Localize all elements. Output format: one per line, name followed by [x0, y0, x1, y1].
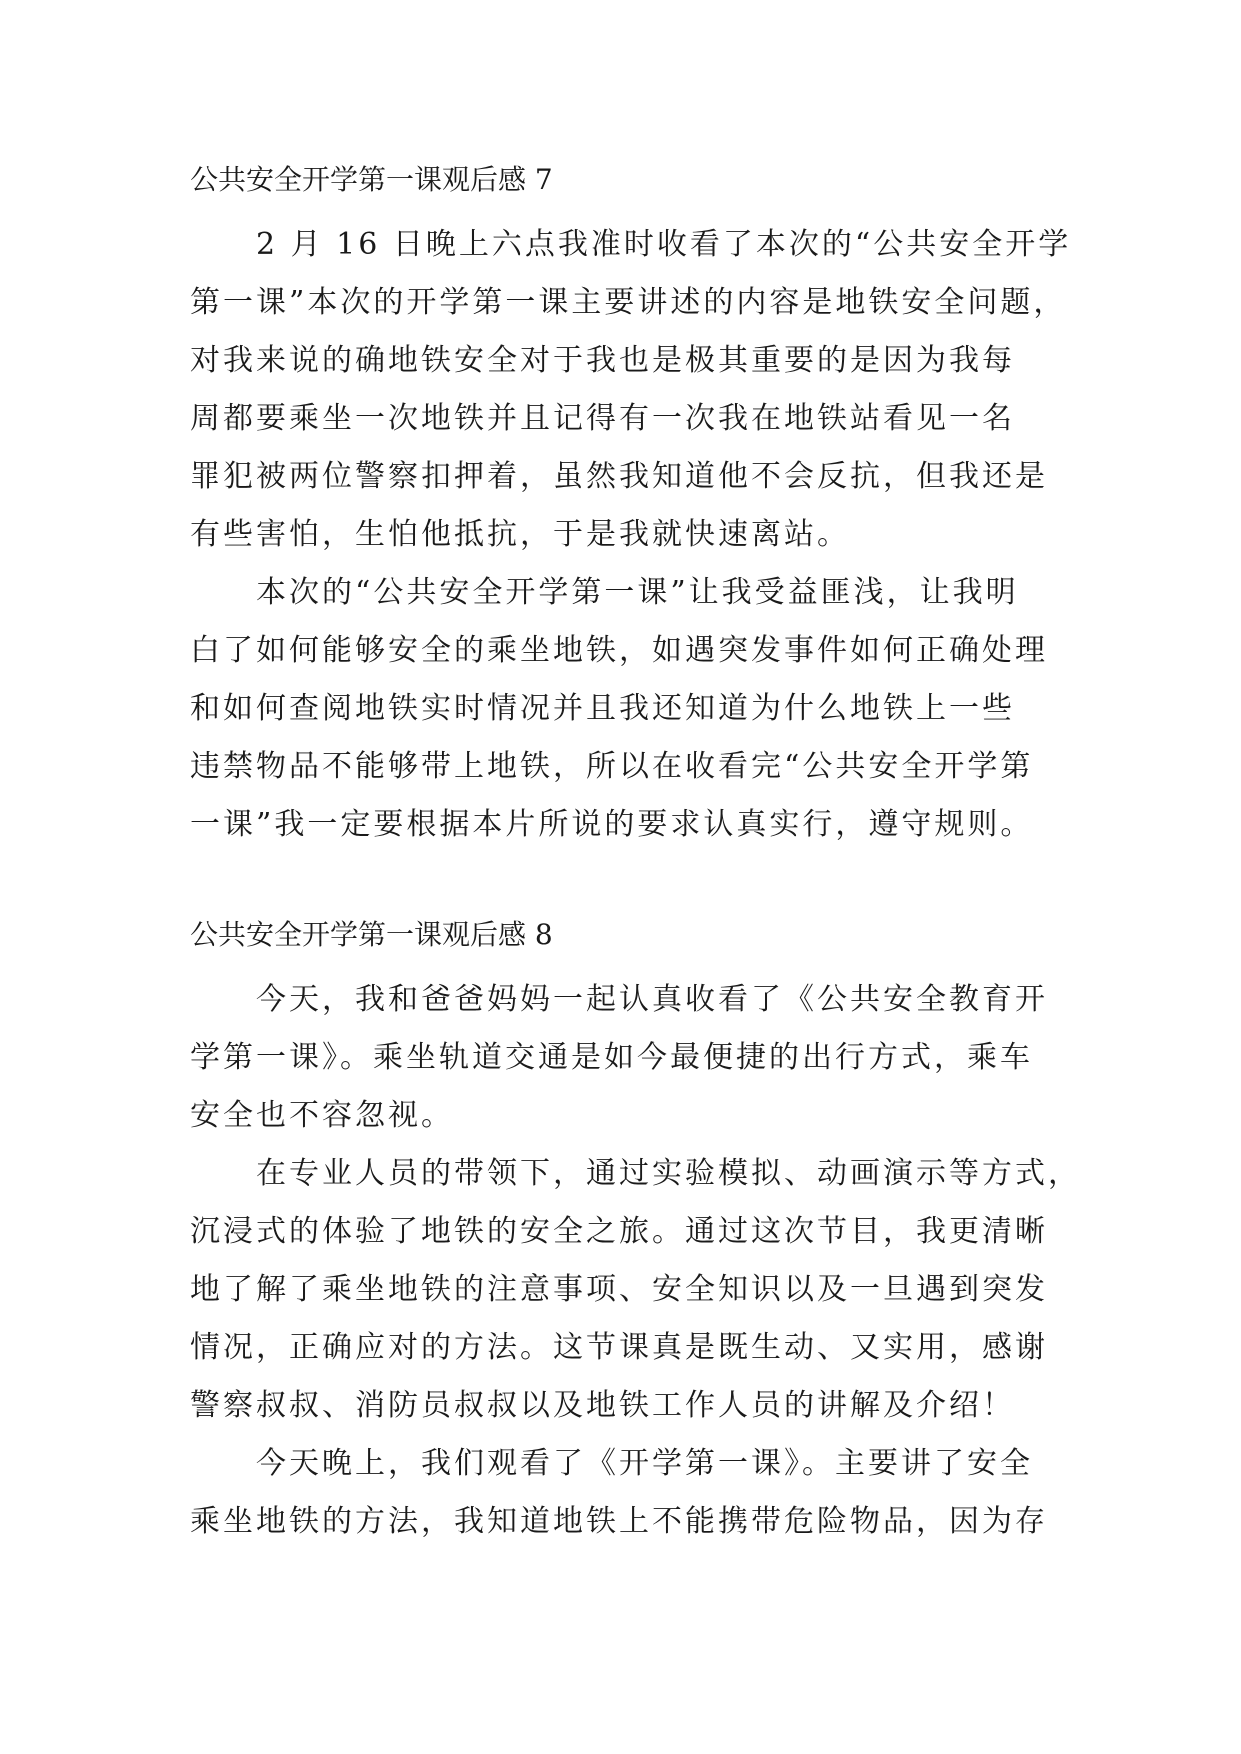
text-line: 一课”我一定要根据本片所说的要求认真实行，遵守规则。 [190, 807, 1034, 842]
text-line: 情况，正确应对的方法。这节课真是既生动、又实用，感谢 [190, 1330, 1048, 1365]
paragraph [190, 1435, 1090, 1551]
text-line: 本次的“公共安全开学第一课”让我受益匪浅，让我明 [256, 575, 1019, 610]
text-line: 有些害怕，生怕他抵抗，于是我就快速离站。 [190, 517, 850, 552]
text-line: 周都要乘坐一次地铁并且记得有一次我在地铁站看见一名 [190, 401, 1015, 436]
text-line: 安全也不容忽视。 [190, 1098, 454, 1133]
essay-section-7 [190, 160, 1090, 854]
text-line: 学第一课》。乘坐轨道交通是如今最便捷的出行方式，乘车 [190, 1040, 1033, 1075]
paragraph [190, 971, 1090, 1145]
text-line: 乘坐地铁的方法，我知道地铁上不能携带危险物品，因为存 [190, 1504, 1048, 1539]
text-line: 和如何查阅地铁实时情况并且我还知道为什么地铁上一些 [190, 691, 1015, 726]
text-line: 地了解了乘坐地铁的注意事项、安全知识以及一旦遇到突发 [190, 1272, 1048, 1307]
paragraph [190, 1145, 1090, 1435]
section-heading: 公共安全开学第一课观后感 8 [190, 918, 553, 951]
text-line: 沉浸式的体验了地铁的安全之旅。通过这次节目，我更清晰 [190, 1214, 1048, 1249]
text-line: 2 月 16 日晚上六点我准时收看了本次的“公共安全开学 [256, 227, 1072, 262]
text-line: 今天晚上，我们观看了《开学第一课》。主要讲了安全 [256, 1446, 1033, 1481]
text-line: 今天，我和爸爸妈妈一起认真收看了《公共安全教育开 [256, 982, 1048, 1017]
text-line: 警察叔叔、消防员叔叔以及地铁工作人员的讲解及介绍！ [190, 1388, 1015, 1423]
text-line: 罪犯被两位警察扣押着，虽然我知道他不会反抗，但我还是 [190, 459, 1048, 494]
text-line: 对我来说的确地铁安全对于我也是极其重要的是因为我每 [190, 343, 1015, 378]
text-line: 第一课”本次的开学第一课主要讲述的内容是地铁安全问题， [190, 285, 1067, 320]
paragraph [190, 216, 1090, 564]
text-line: 在专业人员的带领下，通过实验模拟、动画演示等方式， [256, 1156, 1081, 1191]
text-line: 白了如何能够安全的乘坐地铁，如遇突发事件如何正确处理 [190, 633, 1048, 668]
essay-section-8 [190, 915, 1090, 1551]
section-heading: 公共安全开学第一课观后感 7 [190, 163, 553, 196]
text-line: 违禁物品不能够带上地铁，所以在收看完“公共安全开学第 [190, 749, 1034, 784]
paragraph [190, 564, 1090, 854]
